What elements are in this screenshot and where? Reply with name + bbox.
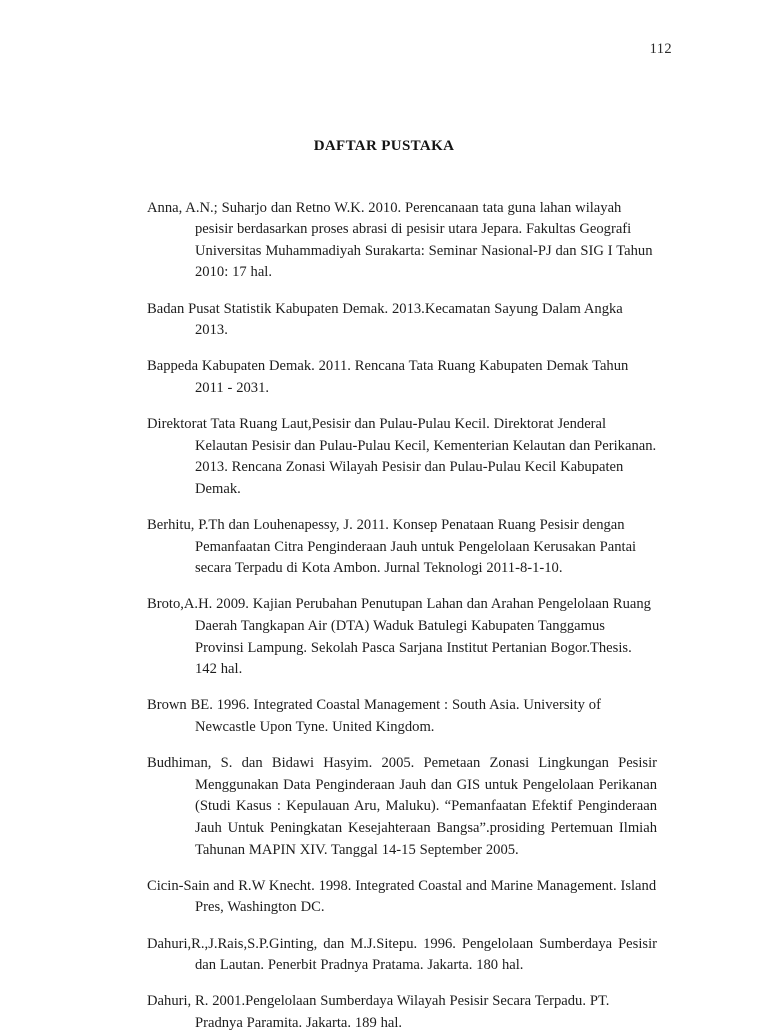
bibliography-entry: Bappeda Kabupaten Demak. 2011. Rencana Tata Ruang Kabupaten Demak Tahun 2011 - 2031. [147, 358, 629, 396]
bibliography-entry: Berhitu, P.Th dan Louhenapessy, J. 2011. Konsep Penataan Ruang Pesisir dengan Pemanfaatan Citra Penginderaan Jauh untuk Pengelolaan Kerusakan Pantai secara Terpadu di Kota Ambon. Jurnal Teknologi 2011-8-1-10. [147, 517, 637, 577]
bibliography-entry: Cicin-Sain and R.W Knecht. 1998. Integrated Coastal and Marine Management. Island Pres, Washington DC. [147, 877, 657, 916]
bibliography-entry: Budhiman, S. dan Bidawi Hasyim. 2005. Pemetaan Zonasi Lingkungan Pesisir Menggunakan Data Penginderaan Jauh dan GIS untuk Pengelolaan Perikanan (Studi Kasus : Kepulauan Aru, Maluku). “Pemanfaatan Efektif Penginderaan Jauh Untuk Peningkatan Kesejahteraan Bangsa”.prosiding Pertemuan Ilmiah Tahunan MAPIN XIV. Tanggal 14-15 September 2005. [147, 755, 657, 858]
bibliography-entry: Broto,A.H. 2009. Kajian Perubahan Penutupan Lahan dan Arahan Pengelolaan Ruang Daerah Tangkapan Air (DTA) Waduk Batulegi Kabupaten Tanggamus Provinsi Lampung. Sekolah Pasca Sarjana Institut Pertanian Bogor.Thesis. 142 hal. [147, 596, 651, 678]
page-number: 112 [649, 41, 672, 57]
bibliography-entry: Dahuri,R.,J.Rais,S.P.Ginting, dan M.J.Sitepu. 1996. Pengelolaan Sumberdaya Pesisir dan Lautan. Penerbit Pradnya Pratama. Jakarta. 180 hal. [147, 935, 657, 974]
bibliography-entry: Direktorat Tata Ruang Laut,Pesisir dan Pulau-Pulau Kecil. Direktorat Jenderal Kelautan Pesisir dan Pulau-Pulau Kecil, Kementerian Kelautan dan Perikanan. 2013. Rencana Zonasi Wilayah Pesisir dan Pulau-Pulau Kecil Kabupaten Demak. [147, 416, 657, 497]
bibliography-entry: Badan Pusat Statistik Kabupaten Demak. 2013.Kecamatan Sayung Dalam Angka 2013. [147, 300, 623, 339]
bibliography-entry: Brown BE. 1996. Integrated Coastal Management : South Asia. University of Newcastle Upon Tyne. United Kingdom. [147, 697, 601, 736]
bibliography-entry: Dahuri, R. 2001.Pengelolaan Sumberdaya Wilayah Pesisir Secara Terpadu. PT. Pradnya Paramita. Jakarta. 189 hal. [147, 993, 610, 1031]
bibliography-entry: Anna, A.N.; Suharjo dan Retno W.K. 2010. Perencanaan tata guna lahan wilayah pesisir berdasarkan proses abrasi di pesisir utara Jepara. Fakultas Geografi Universitas Muhammadiyah Surakarta: Seminar Nasional-PJ dan SIG I Tahun 2010: 17 hal. [147, 199, 653, 281]
bibliography-list [147, 183, 657, 1035]
page-title: DAFTAR PUSTAKA [313, 138, 455, 154]
